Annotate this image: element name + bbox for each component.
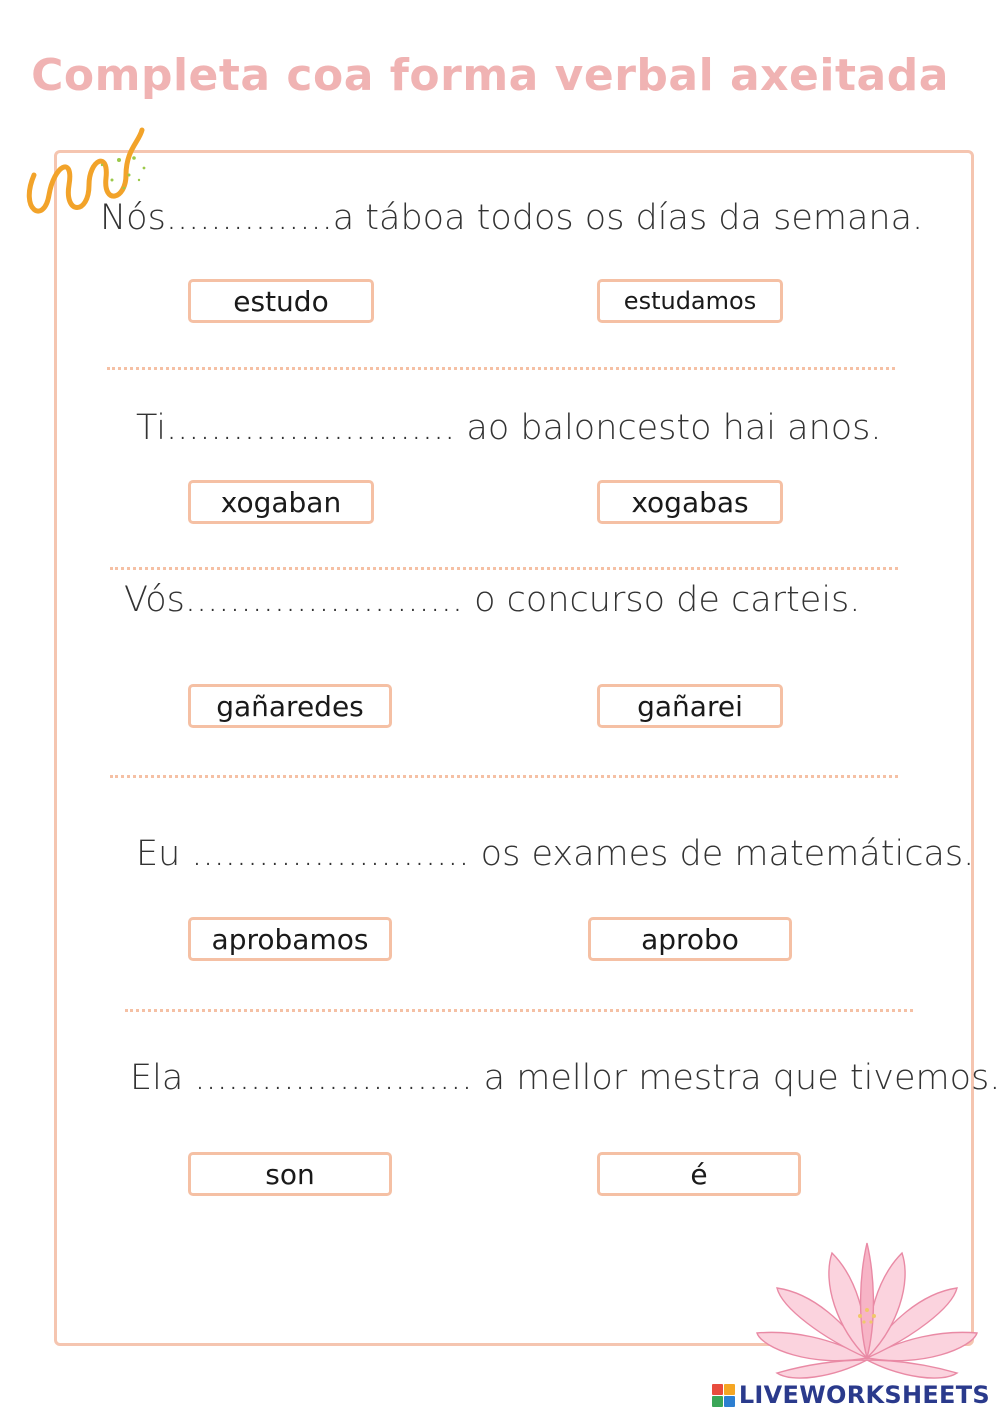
divider	[125, 1009, 913, 1012]
lotus-flower-icon	[752, 1238, 982, 1388]
liveworksheets-logo-icon	[712, 1384, 735, 1407]
liveworksheets-brand[interactable]	[712, 1380, 990, 1410]
question-5-option-a[interactable]: son	[188, 1152, 392, 1196]
question-5-option-b[interactable]: é	[597, 1152, 801, 1196]
question-4-sentence: Eu ......................... os exames de matemáticas.	[136, 834, 975, 874]
divider	[107, 367, 895, 370]
question-2-sentence: Ti.......................... ao baloncesto hai anos.	[136, 408, 882, 448]
question-2-option-a[interactable]: xogaban	[188, 480, 374, 524]
question-1-option-b[interactable]: estudamos	[597, 279, 783, 323]
divider	[110, 775, 898, 778]
divider	[110, 567, 898, 570]
question-4-option-a[interactable]: aprobamos	[188, 917, 392, 961]
question-1-sentence: Nós...............a táboa todos os días da semana.	[100, 198, 924, 238]
question-5-sentence: Ela ......................... a mellor mestra que tivemos.	[130, 1058, 1000, 1098]
question-1-option-a[interactable]: estudo	[188, 279, 374, 323]
page-title: Completa coa forma verbal axeitada	[31, 50, 949, 101]
brand-name: LIVEWORKSHEETS	[738, 1381, 990, 1409]
question-3-option-b[interactable]: gañarei	[597, 684, 783, 728]
question-2-option-b[interactable]: xogabas	[597, 480, 783, 524]
question-3-sentence: Vós......................... o concurso de carteis.	[124, 580, 861, 620]
question-4-option-b[interactable]: aprobo	[588, 917, 792, 961]
question-3-option-a[interactable]: gañaredes	[188, 684, 392, 728]
